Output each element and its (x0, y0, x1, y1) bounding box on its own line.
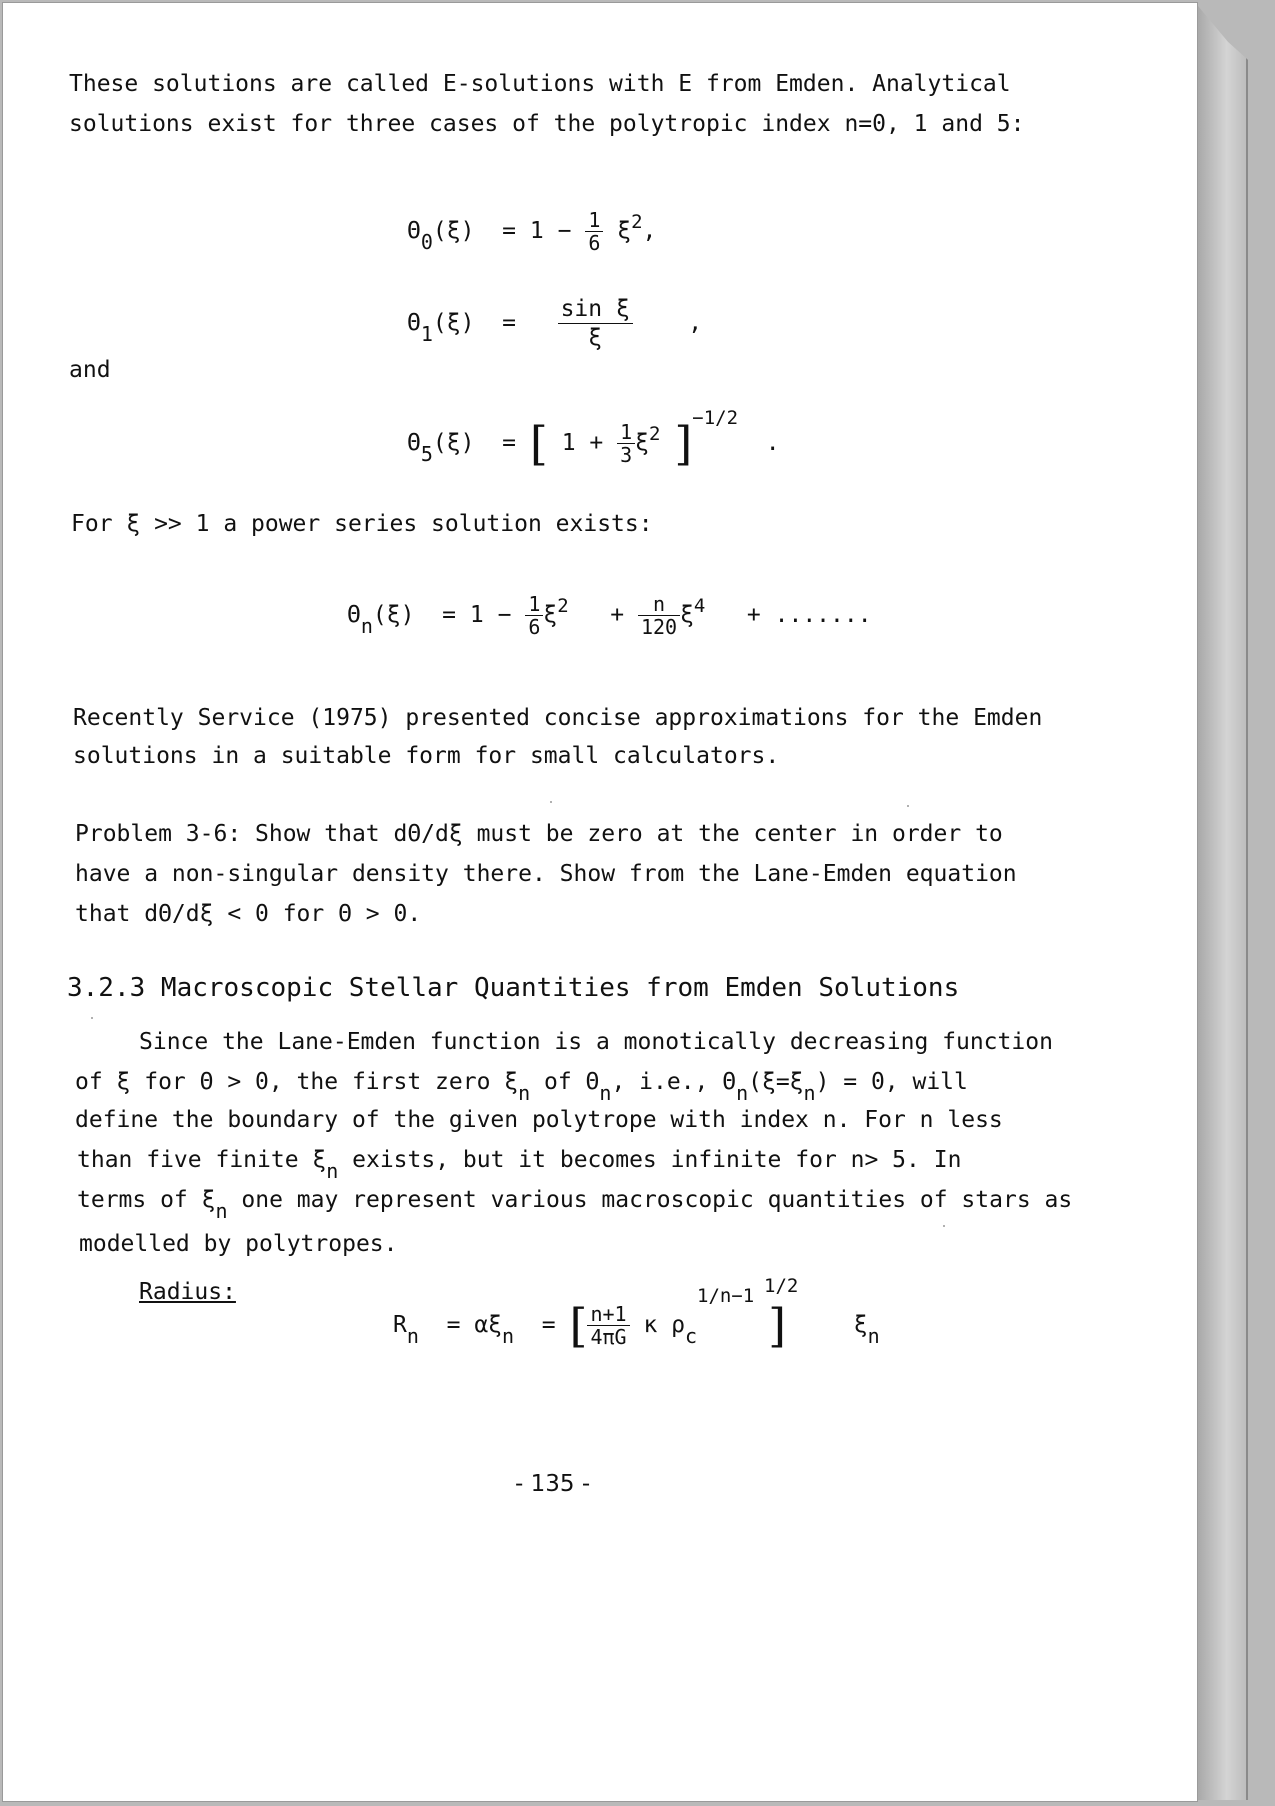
scan-speck (907, 805, 909, 807)
equation-series: Θn(ξ) = 1 − $\frac{1}{6}$ $\xi^2$ + $\frac{n}{120}$ $\xi^4$ + ....... (347, 592, 872, 639)
equation-theta5: Θ5(ξ) = [ 1 + $\frac{1}{3}$ $\xi^2$ ]$^{-1/2}$ . (407, 407, 780, 471)
problem-line1: Problem 3-6: Show that dΘ/dξ must be zero at the center in order to (75, 821, 1003, 847)
equation-radius: Rn = αξn = [ $\frac{n+1}{4\pi G}$ κ $\rho c^{1/n-1}$ ]$^{1/2}$ ξn (393, 1275, 880, 1353)
fraction-sin-over-xi: $\frac{\text{sin ξ}}{\xi}$ (558, 295, 633, 352)
para1-line2: solutions exist for three cases of the polytropic index n=0, 1 and 5: (69, 111, 1025, 137)
para2-line1: Recently Service (1975) presented concise approximations for the Emden (73, 705, 1043, 731)
and-word: and (69, 357, 111, 383)
para1-line1: These solutions are called E-solutions with E from Emden. Analytical (69, 71, 1011, 97)
equation-theta0: Θ0(ξ) = 1 − $\frac{1}{6}$ $\xi^2$, (407, 208, 657, 255)
scan-speck (91, 1017, 93, 1019)
section-heading: 3.2.3 Macroscopic Stellar Quantities from Emden Solutions (67, 973, 960, 1003)
scan-speck (943, 1225, 945, 1227)
para2-line2: solutions in a suitable form for small calculators. (73, 743, 780, 769)
problem-line2: have a non-singular density there. Show from the Lane-Emden equation (75, 861, 1017, 887)
problem-line3: that dΘ/dξ < 0 for Θ > 0. (75, 901, 422, 927)
power-series-intro: For ξ >> 1 a power series solution exists: (71, 511, 653, 537)
section-line2: of ξ for Θ > 0, the first zero ξn of Θn, i.e., Θn(ξ=ξn) = 0, will (75, 1069, 968, 1105)
section-line5: terms of ξn one may represent various macroscopic quantities of stars as (77, 1187, 1073, 1223)
section-line3: define the boundary of the given polytrope with index n. For n less (75, 1107, 1003, 1133)
document-page (2, 2, 1198, 1802)
equation-theta1: Θ1(ξ) = $\frac{\text{sin ξ}}{\xi}$ , (407, 296, 703, 351)
page-number: - 135 - (515, 1471, 591, 1497)
fraction-one-third: $\frac{1}{3}$ (617, 421, 635, 466)
section-line4: than five finite ξn exists, but it becomes infinite for n> 5. In (77, 1147, 962, 1183)
scan-speck (550, 801, 552, 803)
fraction-one-sixth: $\frac{1}{6}$ (585, 209, 603, 254)
section-line1: Since the Lane-Emden function is a monotically decreasing function (139, 1029, 1053, 1055)
radius-label: Radius: (139, 1279, 236, 1305)
section-line6: modelled by polytropes. (79, 1231, 398, 1257)
page-edge-shadow (1198, 6, 1248, 1800)
